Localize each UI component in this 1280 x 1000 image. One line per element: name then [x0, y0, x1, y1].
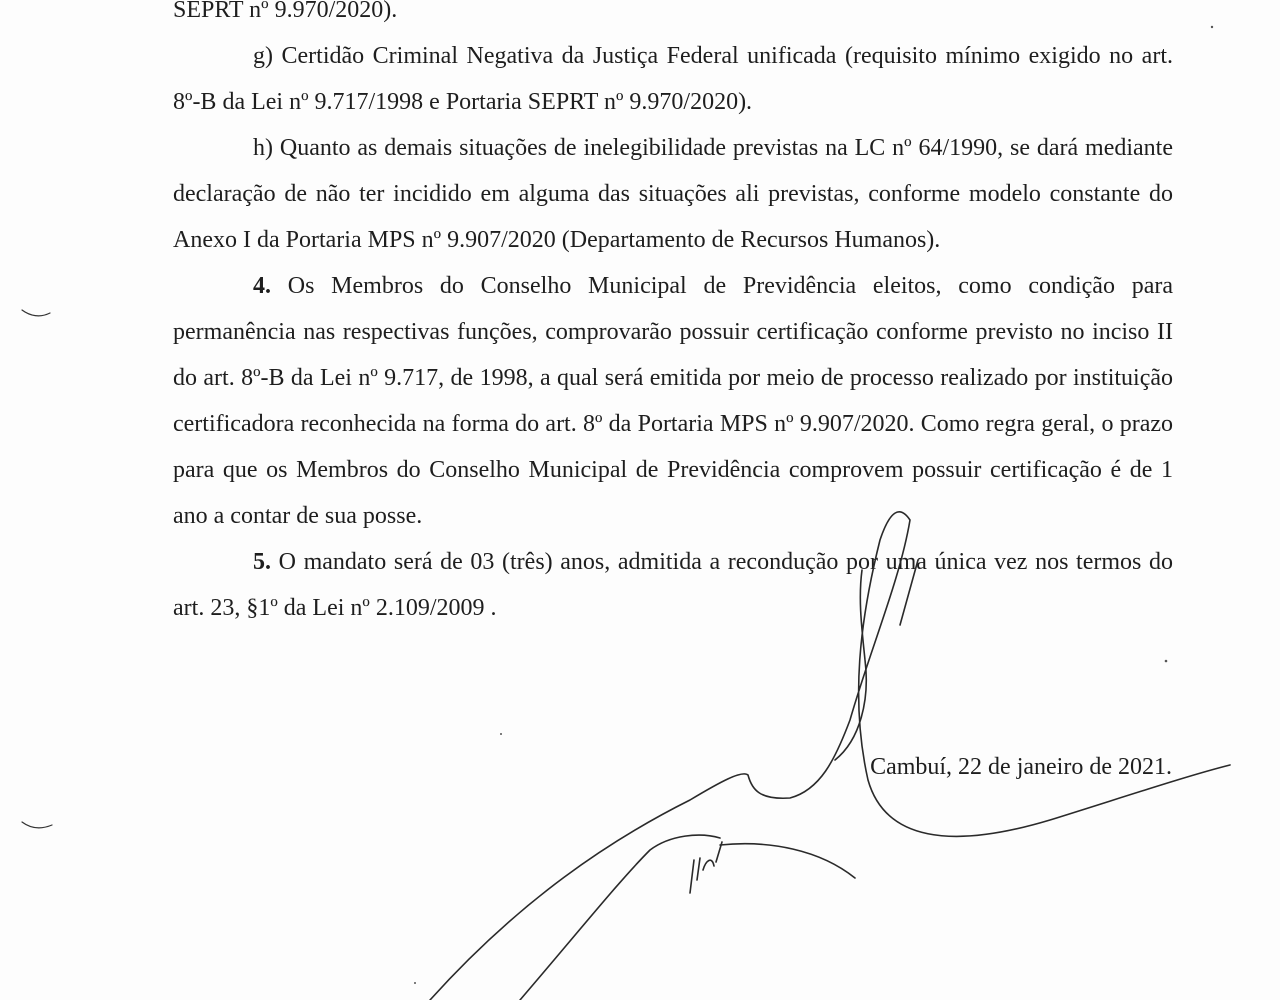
item-4-text: Os Membros do Conselho Municipal de Previdência eleitos, como condição para permanência nas respectivas funções, comprovarão possuir certificação conforme previsto no inciso II do art. 8º-B da Lei nº 9.717, de 1998, a qual será emitida por meio de processo realizado por instituição certificadora reconhecida na forma do art. 8º da Portaria MPS nº 9.907/2020. Como regra geral, o prazo para que os Membros do Conselho Municipal de Previdência comprovem possuir certificação é de 1 ano a contar de sua posse.	[173, 273, 1174, 529]
document-body	[173, 0, 1173, 631]
item-5	[173, 539, 1173, 631]
item-g: g) Certidão Criminal Negativa da Justiça Federal unificada (requisito mínimo exigido no art. 8º-B da Lei nº 9.717/1998 e Portaria SEPRT nº 9.970/2020).	[173, 43, 1173, 115]
margin-marks-icon	[22, 310, 52, 828]
top-fragment: SEPRT nº 9.970/2020).	[173, 0, 398, 23]
signature-lower-curve	[720, 844, 855, 878]
item-4	[173, 263, 1173, 539]
signature-flourish-stroke	[520, 835, 720, 1000]
closing-place-date: Cambuí, 22 de janeiro de 2021.	[870, 754, 1172, 780]
item-h: h) Quanto as demais situações de inelegibilidade previstas na LC nº 64/1990, se dará mediante declaração de não ter incidido em alguma das situações ali previstas, conforme modelo constante do Anexo I da Portaria MPS nº 9.907/2020 (Departamento de Recursos Humanos).	[173, 135, 1173, 253]
initials-scribble	[690, 842, 722, 893]
item-5-text: O mandato será de 03 (três) anos, admitida a recondução por uma única vez nos termos do art. 23, §1º da Lei nº 2.109/2009 .	[173, 549, 1173, 621]
item-5-number: 5.	[253, 549, 271, 575]
item-4-number: 4.	[253, 273, 271, 299]
